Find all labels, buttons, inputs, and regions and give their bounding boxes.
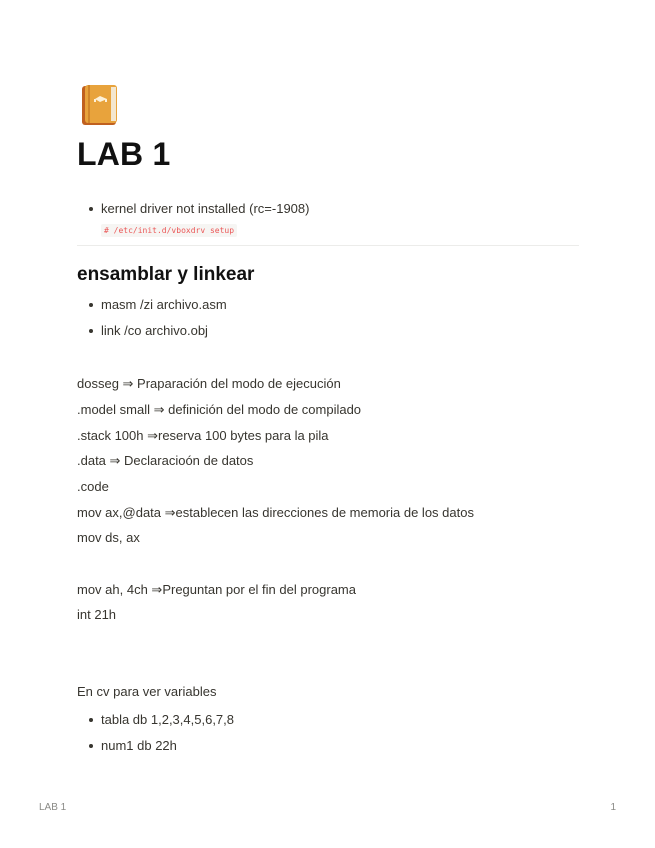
text-line: .stack 100h ⇒reserva 100 bytes para la pila — [77, 428, 329, 443]
text-line: .code — [77, 479, 109, 494]
text-line: mov ah, 4ch ⇒Preguntan por el fin del programa — [77, 582, 356, 597]
text-line: mov ax,@data ⇒establecen las direcciones de memoria de los datos — [77, 505, 474, 520]
list-item: link /co archivo.obj — [101, 323, 208, 338]
inline-code: # /etc/init.d/vboxdrv setup — [101, 224, 237, 237]
text-line: int 21h — [77, 607, 117, 622]
divider — [77, 245, 579, 246]
page-title: LAB 1 — [77, 136, 171, 172]
section-heading: ensamblar y linkear — [77, 264, 255, 285]
list-item: tabla db 1,2,3,4,5,6,7,8 — [101, 712, 234, 727]
footer-title: LAB 1 — [39, 802, 67, 813]
text-line: mov ds, ax — [77, 530, 140, 545]
list-item: num1 db 22h — [101, 738, 177, 753]
list-item: masm /zi archivo.asm — [101, 297, 227, 312]
text-line: En cv para ver variables — [77, 684, 217, 699]
text-line: dosseg ⇒ Praparación del modo de ejecución — [77, 376, 341, 391]
page-number: 1 — [610, 802, 616, 813]
notebook-icon — [81, 84, 119, 126]
text-line: .data ⇒ Declaracioón de datos — [77, 453, 254, 468]
text-line: .model small ⇒ definición del modo de compilado — [77, 402, 362, 417]
list-item: kernel driver not installed (rc=-1908) — [101, 201, 310, 216]
